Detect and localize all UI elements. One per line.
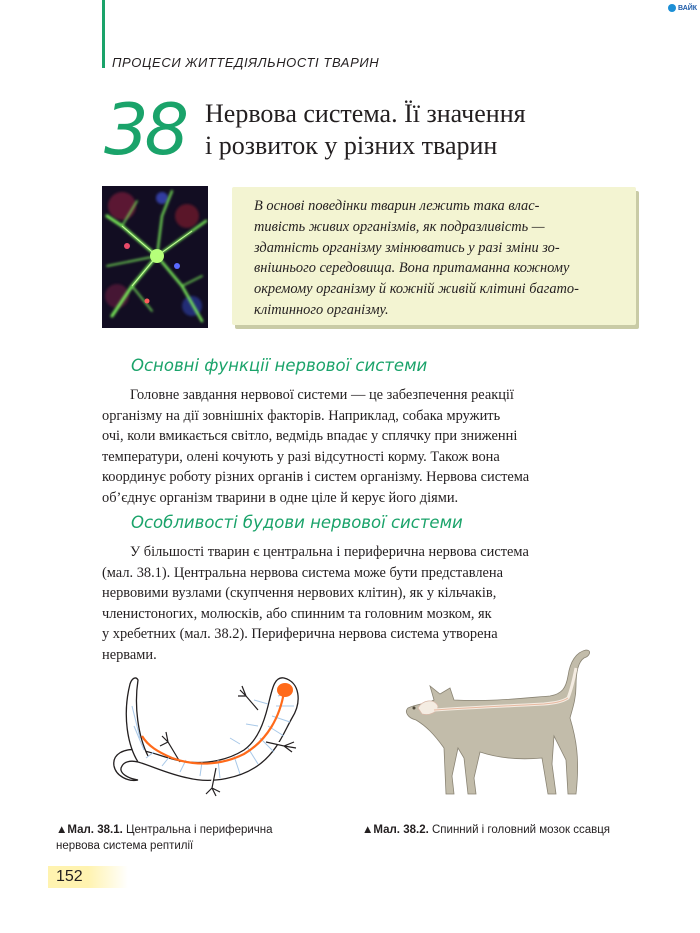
paragraph-line: очі, коли вмикається світло, ведмідь впадає у сплячку при зниженні	[102, 428, 518, 445]
intro-line: здатність організму змінюватись у разі зміни зо-	[254, 239, 560, 256]
intro-box	[232, 187, 636, 325]
publisher-logo-text: ВАЙК	[678, 4, 698, 12]
publisher-logo-icon	[668, 4, 676, 12]
paragraph-line: нервами.	[102, 646, 157, 663]
intro-line: В основі поведінки тварин лежить така влас-	[254, 198, 540, 214]
section1-paragraph	[102, 385, 640, 509]
caption-text: Спинний і головний мозок ссавця	[431, 824, 611, 836]
section-title: ПРОЦЕСИ ЖИТТЕДІЯЛЬНОСТІ ТВАРИН	[112, 55, 380, 70]
section1-heading: Основні функції нервової системи	[131, 356, 428, 375]
caption-triangle-icon: ▲	[56, 824, 68, 836]
figure-label: Мал. 38.1.	[67, 824, 123, 836]
lizard-illustration	[108, 666, 304, 798]
paragraph-line: температури, олені кочують у разі відсутності корму. Також вона	[102, 448, 500, 465]
caption-triangle-icon: ▲	[362, 824, 374, 836]
figure-label: Мал. 38.2.	[373, 824, 429, 836]
caption-text: нервова система рептилії	[56, 840, 194, 852]
paragraph-line: членистоногих, молюсків, або спинним та головним мозком, як	[102, 605, 492, 622]
intro-text	[254, 196, 624, 321]
chapter-number: 38	[104, 89, 186, 171]
paragraph-line: організму на дії зовнішніх факторів. Наприклад, собака мружить	[102, 407, 501, 424]
intro-line: окремому організму й кожній живій клітині багато-	[254, 281, 579, 298]
figure-38-2-caption	[362, 822, 652, 838]
paragraph-line: Головне завдання нервової системи — це забезпечення реакції	[130, 387, 514, 403]
neuron-photo	[102, 186, 208, 328]
cat-illustration	[394, 648, 608, 800]
paragraph-line: об’єднує організм тварини в одне ціле й керує його діями.	[102, 489, 459, 506]
section2-heading: Особливості будови нервової системи	[131, 513, 463, 532]
chapter-title-line: Нервова система. Її значення	[205, 99, 526, 128]
paragraph-line: у хребетних (мал. 38.2). Периферична нервова система утворена	[102, 626, 498, 643]
intro-line: тивість живих організмів, як подразливість —	[254, 218, 545, 235]
figure-38-1-caption	[56, 822, 306, 854]
chapter-title-line: і розвиток у різних тварин	[205, 131, 498, 160]
page-number: 152	[48, 866, 128, 888]
intro-line: внішнього середовища. Вона притаманна кожному	[254, 260, 570, 277]
header-accent-line	[102, 0, 105, 68]
caption-text: Центральна і периферична	[125, 824, 273, 836]
intro-line: клітинного організму.	[254, 301, 389, 318]
paragraph-line: (мал. 38.1). Центральна нервова система може бути представлена	[102, 564, 504, 581]
publisher-logo	[668, 2, 698, 14]
paragraph-line: координує роботу різних органів і систем організму. Нервова система	[102, 469, 530, 486]
paragraph-line: У більшості тварин є центральна і периферична нервова система	[130, 544, 529, 560]
paragraph-line: нервовими вузлами (скупчення нервових клітин), як у кільчаків,	[102, 585, 497, 602]
chapter-title	[205, 98, 526, 162]
